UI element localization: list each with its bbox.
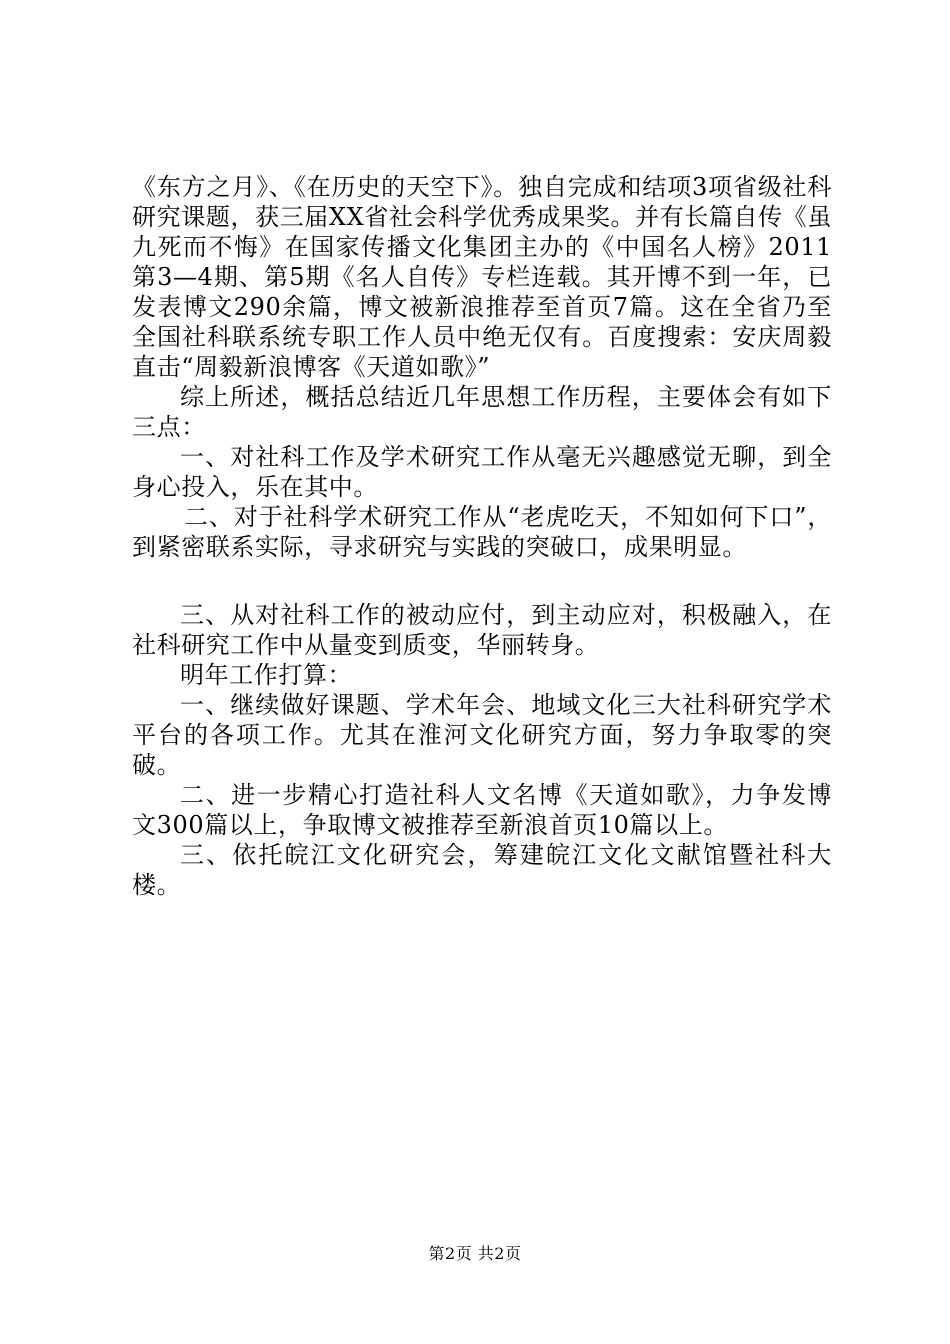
paragraph-point-2: 二、对于社科学术研究工作从“老虎吃天，不知如何下口”，到紧密联系实际，寻求研究与实践的突破口，成果明显。 <box>132 503 832 561</box>
paragraph-point-1: 一、对社科工作及学术研究工作从毫无兴趣感觉无聊，到全身心投入，乐在其中。 <box>132 443 832 501</box>
page-number-label: 第2页 共2页 <box>428 1244 522 1263</box>
paragraph-point-3: 三、从对社科工作的被动应付，到主动应对，积极融入，在社科研究工作中从量变到质变，华丽转身。 <box>132 601 832 659</box>
paragraph-continuation: 《东方之月》、《在历史的天空下》。独自完成和结项3项省级社科研究课题，获三届XX省社会科学优秀成果奖。并有长篇自传《虽九死而不悔》在国家传播文化集团主办的《中国名人榜》2011第3—4期、第5期《名人自传》专栏连载。其开博不到一年，已发表博文290余篇，博文被新浪推荐至首页7篇。这在全省乃至全国社科联系统专职工作人员中绝无仅有。百度搜索：安庆周毅直击“周毅新浪博客《天道如歌》” <box>132 173 832 381</box>
paragraph-plan-1: 一、继续做好课题、学术年会、地域文化三大社科研究学术平台的各项工作。尤其在淮河文化研究方面，努力争取零的突破。 <box>132 691 832 779</box>
paragraph-plan-2: 二、进一步精心打造社科人文名博《天道如歌》，力争发博文300篇以上，争取博文被推荐至新浪首页10篇以上。 <box>132 781 832 839</box>
page-footer <box>0 1244 950 1264</box>
document-body <box>132 172 832 900</box>
paragraph-summary-intro: 综上所述，概括总结近几年思想工作历程，主要体会有如下三点： <box>132 383 832 441</box>
paragraph-plan-3: 三、依托皖江文化研究会，筹建皖江文化文献馆暨社科大楼。 <box>132 841 832 899</box>
paragraph-plan-heading: 明年工作打算： <box>180 661 353 689</box>
